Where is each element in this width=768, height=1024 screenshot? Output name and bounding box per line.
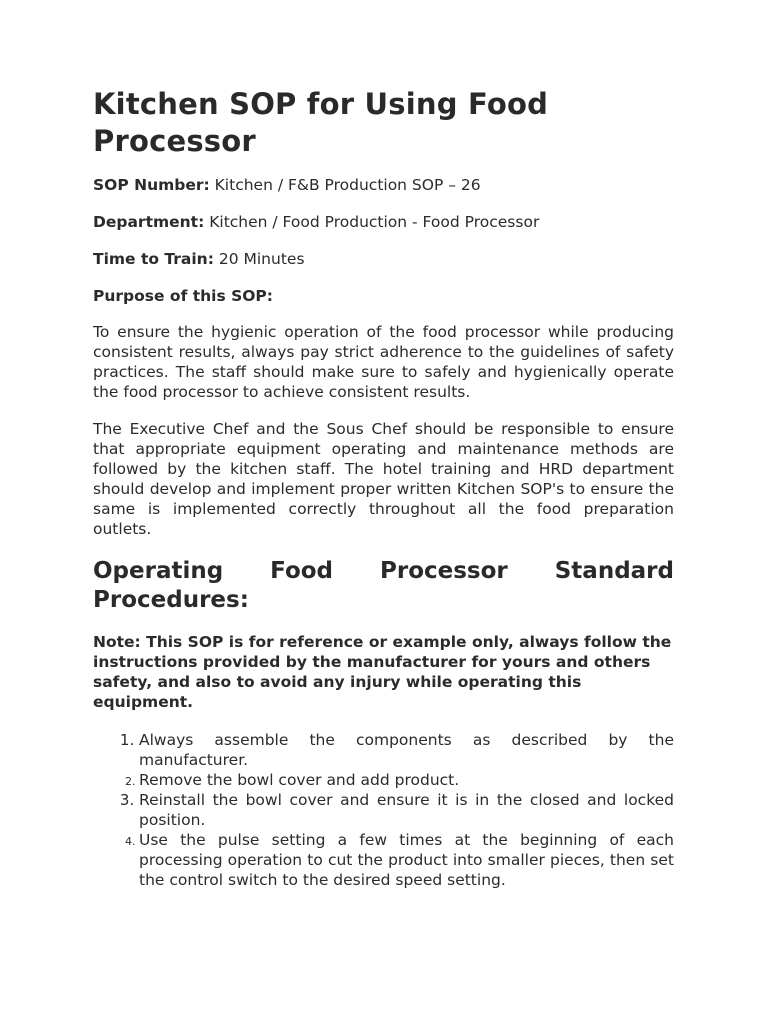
manufacturer-note: Note: This SOP is for reference or example only, always follow the instructions provided by the manufacturer for yours and others safety, and also to avoid any injury while operating this equipment. bbox=[93, 633, 672, 711]
time-to-train-line bbox=[93, 249, 674, 269]
sop-number-value: Kitchen / F&B Production SOP – 26 bbox=[209, 176, 481, 194]
sop-number-label: SOP Number: bbox=[93, 176, 210, 194]
document-title: Kitchen SOP for Using Food Processor bbox=[93, 87, 549, 158]
document-page bbox=[93, 86, 674, 890]
section-heading bbox=[93, 557, 674, 615]
section-heading-line2: Procedures: bbox=[93, 587, 249, 613]
purpose-heading: Purpose of this SOP: bbox=[93, 287, 273, 305]
procedure-steps-list bbox=[93, 730, 674, 890]
department-value: Kitchen / Food Production - Food Processor bbox=[204, 213, 540, 231]
time-to-train-label: Time to Train: bbox=[93, 250, 214, 268]
responsibility-paragraph: The Executive Chef and the Sous Chef should be responsible to ensure that appropriate equipment operating and maintenance methods are followed by the kitchen staff. The hotel training and HRD department should develop and implement proper written Kitchen SOP's to ensure the same is implemented correctly throughout all the food preparation outlets. bbox=[93, 420, 674, 538]
department-label: Department: bbox=[93, 213, 205, 231]
procedure-step: 4. Use the pulse setting a few times at the beginning of each processing operation to cut the product into smaller pieces, then set the control switch to the desired speed setting. bbox=[139, 830, 674, 890]
procedure-step: 1. Always assemble the components as described by the manufacturer. bbox=[139, 730, 674, 770]
department-line bbox=[93, 212, 674, 232]
purpose-paragraph: To ensure the hygienic operation of the food processor while producing consistent results, always pay strict adherence to the guidelines of safety practices. The staff should make sure to safely and hygienically operate the food processor to achieve consistent results. bbox=[93, 323, 674, 401]
section-heading-line1: Operating Food Processor Standard bbox=[93, 558, 674, 584]
time-to-train-value: 20 Minutes bbox=[213, 250, 305, 268]
procedure-step: 2. Remove the bowl cover and add product. bbox=[139, 770, 674, 790]
sop-number-line bbox=[93, 175, 674, 195]
procedure-step: 3. Reinstall the bowl cover and ensure it is in the closed and locked position. bbox=[139, 790, 674, 830]
